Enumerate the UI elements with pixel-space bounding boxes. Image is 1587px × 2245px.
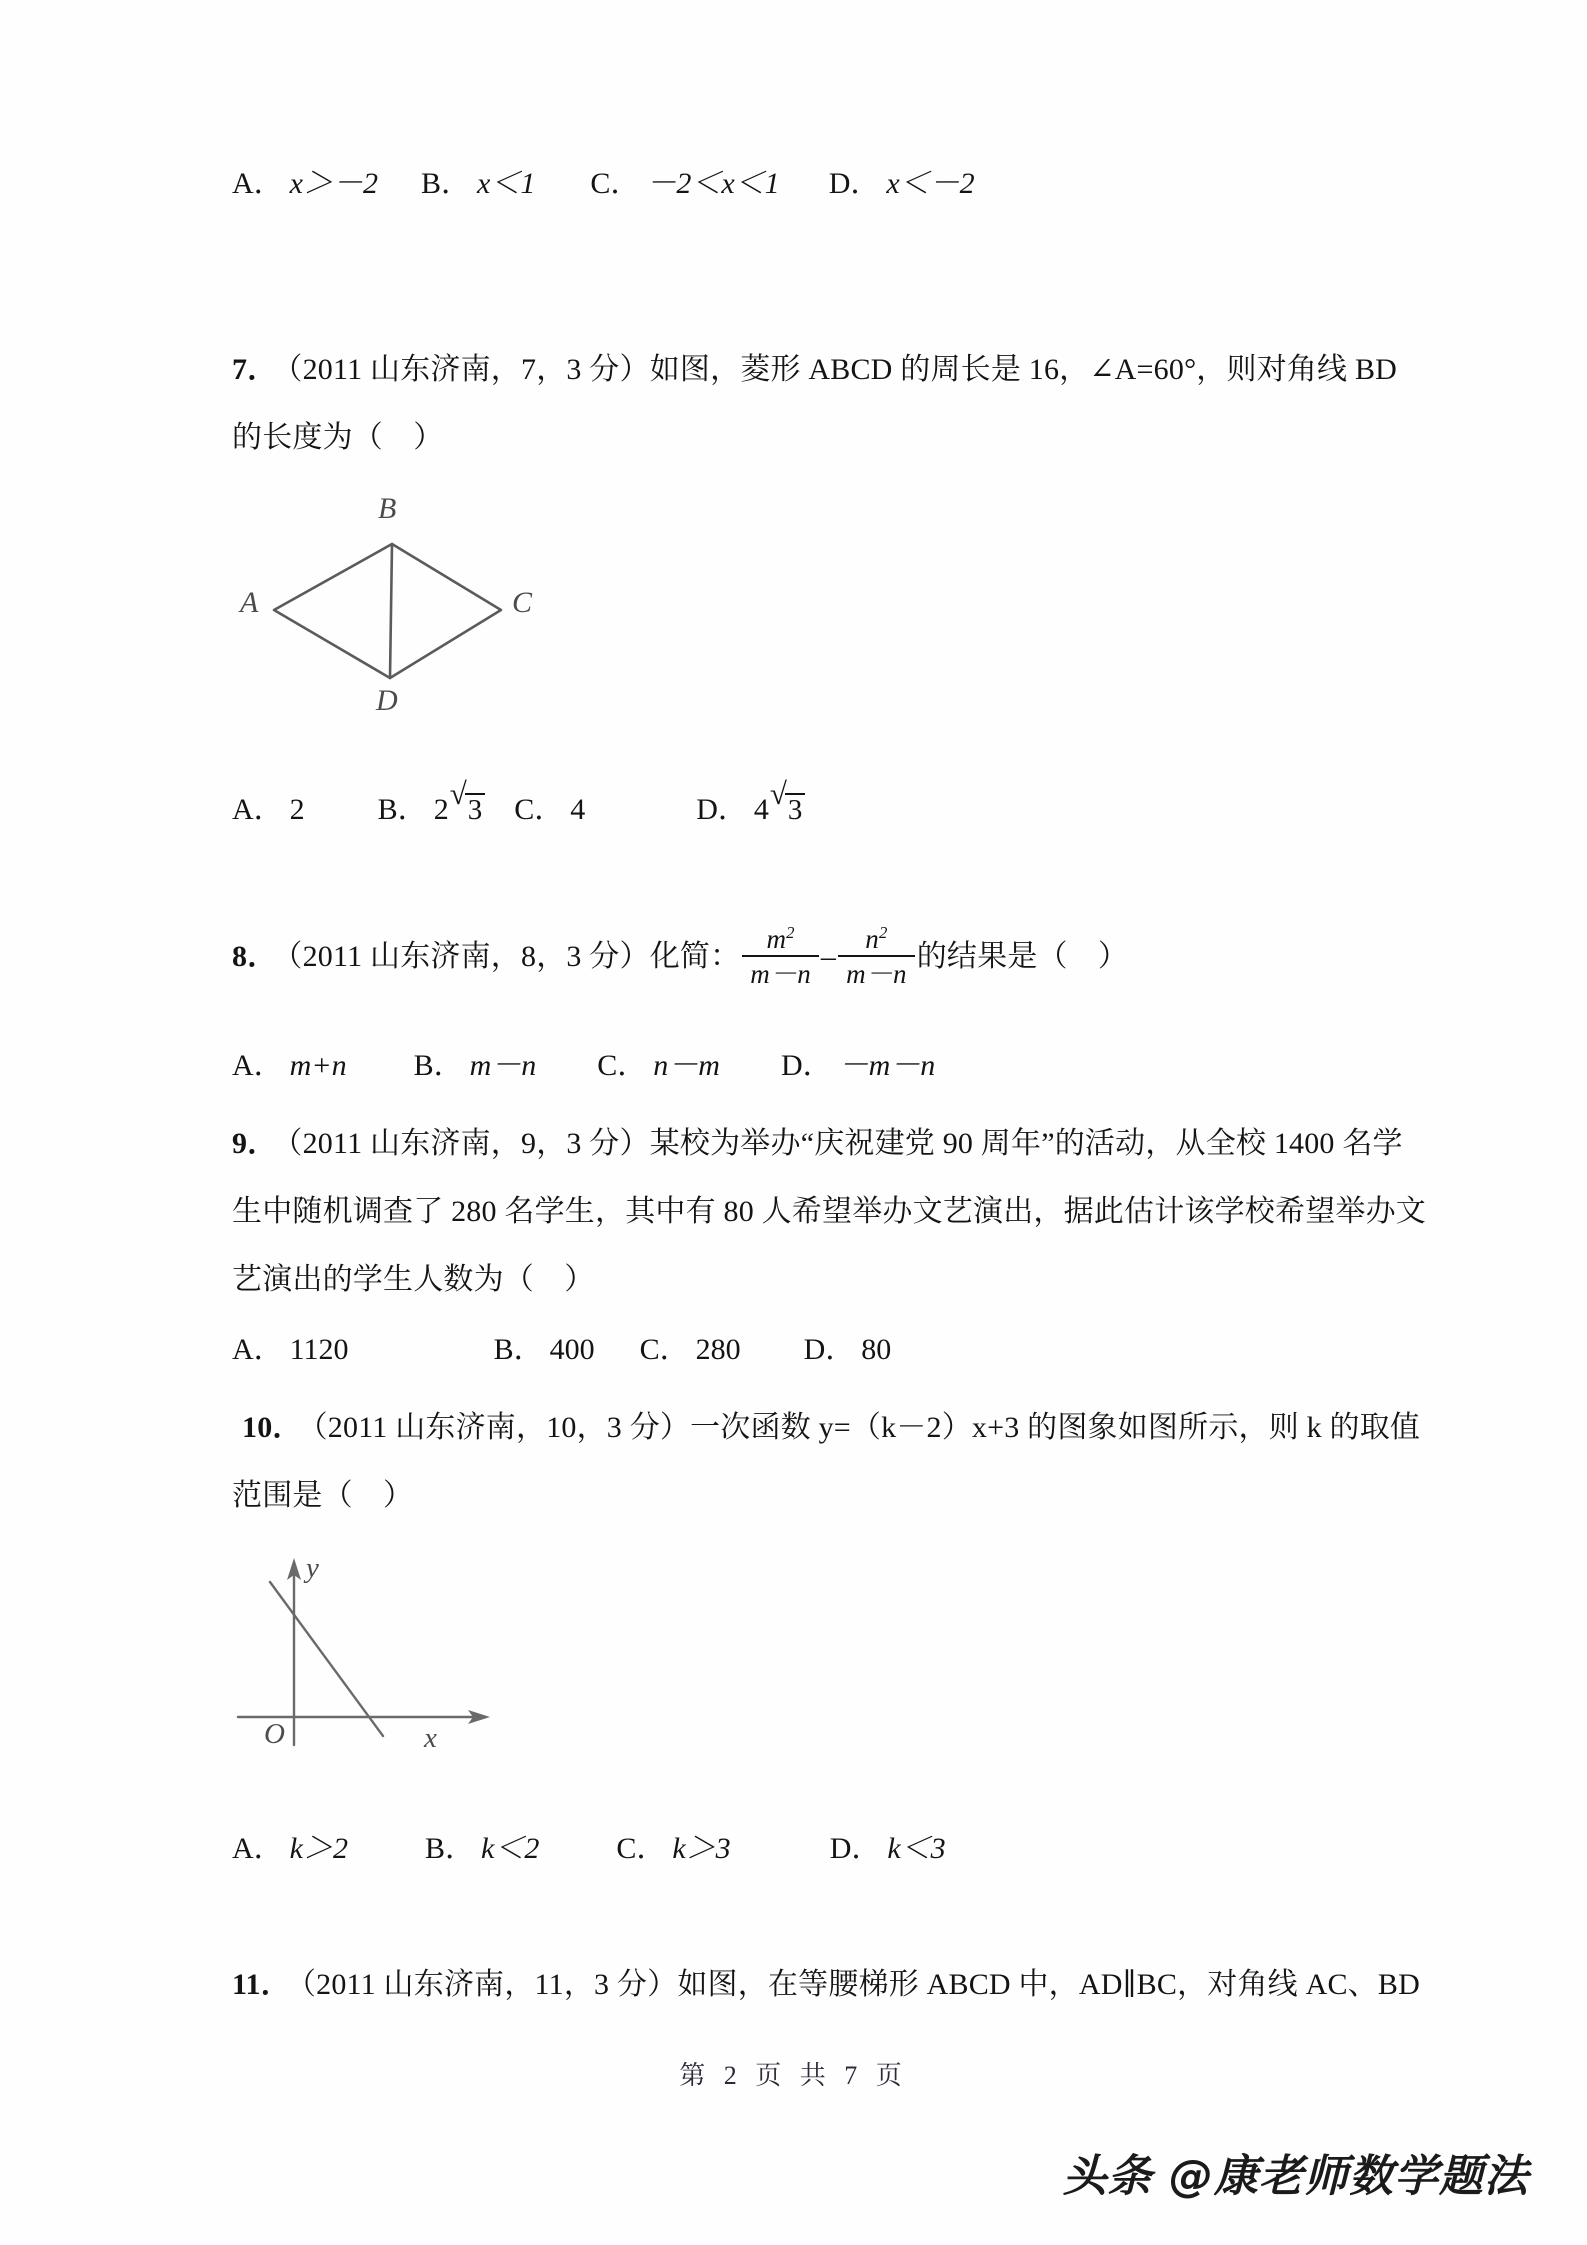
rhombus-label-a: A (240, 586, 259, 619)
q6-option-d-label: D． (828, 167, 881, 200)
q7-option-b-label: B． (377, 793, 428, 826)
q8-number: 8． (232, 939, 278, 973)
q9-option-b-label: B． (493, 1333, 544, 1366)
q8-frac2-num-base: n (865, 924, 879, 954)
q8-stem-prefix: （2011 山东济南，8，3 分）化简： (287, 939, 741, 973)
q9-stem-line-1 (232, 1110, 1403, 1178)
q10-options-row (232, 1819, 1357, 1879)
graph-label-x: x (424, 1722, 437, 1754)
q11-stem-line-1 (232, 1951, 1420, 2019)
q6-option-a-label: A． (232, 167, 284, 200)
q7-option-b-radical (449, 776, 486, 840)
q8-frac1-num-base: m (766, 924, 787, 954)
q6-option-a-text: x＞－2 (289, 167, 378, 200)
q7-gap (232, 214, 1357, 336)
q7-stem-line-2 (232, 404, 1357, 472)
q7-stem-line-1 (232, 336, 1398, 404)
q8-frac2-num-exponent: 2 (878, 923, 888, 942)
q10-figure-graph (228, 1540, 518, 1765)
rhombus-label-b: B (378, 492, 397, 525)
q6-option-c-text: －2＜x＜1 (646, 167, 780, 200)
q6-option-d-text: x＜－2 (886, 167, 975, 200)
q7-option-d-radicand: 3 (785, 793, 806, 825)
q8-fraction-2-denominator: m－n (846, 959, 907, 989)
q6-option-b-label: B． (421, 167, 472, 200)
q8-fraction-1-denominator: m－n (750, 959, 811, 989)
q8-fraction-2 (838, 924, 915, 990)
q10-option-d-label: D． (829, 1832, 882, 1865)
q10-option-b-text: k＜2 (481, 1832, 540, 1865)
graph-label-o: O (264, 1718, 285, 1750)
q7-option-d-label: D． (696, 793, 748, 826)
q9-option-a-text: 1120 (289, 1333, 349, 1366)
q8-option-d-label: D． (780, 1049, 833, 1082)
top-margin-spacer-2 (232, 96, 1357, 154)
q8-option-a-text: m+n (289, 1049, 347, 1082)
q10-option-c-text: k＞3 (672, 1832, 731, 1865)
top-margin-spacer (232, 0, 1357, 96)
q9-number: 9． (232, 1127, 278, 1160)
q8-options-row (232, 1036, 1357, 1096)
graph-label-y: y (306, 1552, 319, 1584)
q8-fraction-2-numerator (838, 924, 915, 955)
radical-sign-icon: √ (449, 776, 467, 811)
q9-stem-line-2 (232, 1178, 1426, 1246)
q7-option-a-label: A． (232, 793, 284, 826)
q8-fraction-1-numerator (742, 924, 819, 955)
q9-option-d-label: D． (803, 1333, 856, 1366)
q10-option-d-text: k＜3 (887, 1832, 946, 1865)
q9-option-c-label: C． (639, 1333, 690, 1366)
q7-option-d-radical (769, 776, 806, 840)
q11-number: 11． (232, 1968, 291, 2001)
q8-option-c-label: C． (597, 1049, 648, 1082)
q6-option-b-text: x＜1 (477, 167, 536, 200)
q7-number: 7． (232, 353, 278, 386)
q11-stem-text-1: （2011 山东济南，11，3 分）如图，在等腰梯形 ABCD 中，AD∥BC，对角线 AC、BD (300, 1968, 1420, 2001)
q9-options-row (232, 1320, 1357, 1380)
q9-stem-text-1: （2011 山东济南，9，3 分）某校为举办“庆祝建党 90 周年”的活动，从全校 1400 名学 (287, 1127, 1403, 1160)
q9-stem-text-3: 艺演出的学生人数为（ ） (232, 1263, 595, 1296)
q8-stem-line (232, 923, 1357, 992)
q6-options-row (232, 154, 1357, 214)
q7-stem-text-1: （2011 山东济南，7，3 分）如图，菱形 ABCD 的周长是 16，∠A=60°，则对角线 BD (287, 353, 1398, 386)
q9-option-d-text: 80 (861, 1333, 892, 1366)
q10-option-b-label: B． (425, 1832, 476, 1865)
q10-stem-line-2 (232, 1462, 1357, 1530)
q10-stem-text-1: （2011 山东济南，10，3 分）一次函数 y=（k－2）x+3 的图象如图所示，则 k 的取值 (312, 1411, 1421, 1444)
q10-option-a-text: k＞2 (289, 1832, 348, 1865)
q7-options-row (232, 776, 1357, 840)
q10-stem-text-2: 范围是（ ） (232, 1479, 414, 1512)
q7-option-a-text: 2 (289, 793, 305, 826)
page-content (232, 0, 1426, 2019)
page-footer: 第 2 页 共 7 页 (679, 2061, 908, 2090)
q8-stem-suffix: 的结果是（ ） (916, 939, 1129, 973)
q10-option-a-label: A． (232, 1832, 284, 1865)
watermark: 头条 @康老师数学题法 (1062, 2151, 1529, 2202)
q7-option-b-radicand: 3 (465, 793, 486, 825)
q7-option-b-prefix: 2 (433, 793, 449, 826)
q9-option-b-text: 400 (549, 1333, 595, 1366)
q8-option-d-text: －m－n (838, 1049, 936, 1082)
q8-frac1-num-exponent: 2 (786, 923, 795, 942)
q9-option-c-text: 280 (695, 1333, 741, 1366)
q10-number: 10． (242, 1411, 303, 1444)
q6-option-c-label: C． (590, 167, 641, 200)
q10-stem-line-1 (232, 1394, 1421, 1462)
radical-sign-icon: √ (769, 776, 787, 811)
q10-option-c-label: C． (616, 1832, 667, 1865)
q8-option-b-text: m－n (469, 1049, 537, 1082)
q7-option-c-text: 4 (570, 793, 586, 826)
q8-option-c-text: n－m (653, 1049, 720, 1082)
q7-option-c-label: C． (514, 793, 565, 826)
rhombus-label-d: D (376, 684, 398, 717)
q8-minus-sign: – (820, 939, 837, 973)
q9-stem-line-3 (232, 1246, 1357, 1314)
q9-option-a-label: A． (232, 1333, 284, 1366)
q9-stem-text-2: 生中随机调查了 280 名学生，其中有 80 人希望举办文艺演出，据此估计该学校希望举办文 (232, 1195, 1426, 1228)
q8-fraction-1 (742, 924, 819, 990)
q8-option-b-label: B． (413, 1049, 464, 1082)
q7-figure-rhombus (226, 486, 556, 736)
rhombus-label-c: C (512, 586, 533, 619)
q7-stem-text-2: 的长度为（ ） (232, 421, 444, 454)
q7-option-d-prefix: 4 (753, 793, 769, 826)
q8-option-a-label: A． (232, 1049, 284, 1082)
